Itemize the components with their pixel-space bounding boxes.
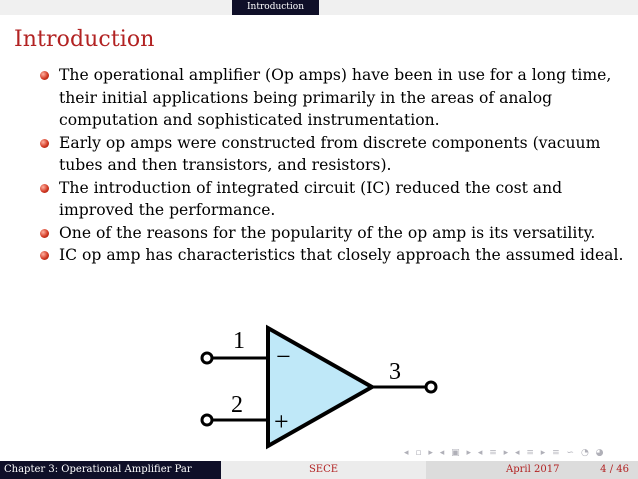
list-item	[36, 222, 626, 245]
bullet-ball-icon	[40, 251, 49, 260]
input-1-terminal	[202, 353, 212, 363]
bullet-text: The introduction of integrated circuit (IC) reduced the cost and improved the performance.	[59, 178, 563, 219]
footer-bar	[0, 461, 638, 479]
pin-3-label: 3	[389, 359, 401, 385]
bullet-text: IC op amp has characteristics that closely approach the assumed ideal.	[59, 246, 624, 264]
footer-date: April 2017	[506, 464, 560, 475]
input-2-terminal	[202, 415, 212, 425]
list-item	[36, 132, 626, 177]
bullet-text: The operational amplifier (Op amps) have been in use for a long time, their initial applications being primarily in the areas of analog computation and sophisticated instrumentation.	[59, 66, 612, 129]
op-amp-diagram	[196, 322, 446, 452]
top-navigation-bar	[0, 0, 638, 15]
footer-institute: SECE	[221, 461, 426, 479]
footer-chapter: Chapter 3: Operational Amplifier Par	[0, 461, 221, 479]
beamer-navigation-icons[interactable]: ◂ ▫ ▸ ◂ ▣ ▸ ◂ ≡ ▸ ◂ ≡ ▸ ≡ ∽ ◔ ◕	[404, 448, 606, 458]
output-terminal	[426, 382, 436, 392]
list-item	[36, 244, 626, 267]
bullet-text: Early op amps were constructed from discrete components (vacuum tubes and then transistors, and resistors).	[59, 133, 601, 174]
bullet-list	[36, 64, 626, 267]
bullet-ball-icon	[40, 71, 49, 80]
bullet-ball-icon	[40, 184, 49, 193]
inverting-sign: −	[276, 342, 291, 371]
non-inverting-sign: +	[274, 407, 289, 436]
list-item	[36, 177, 626, 222]
section-link-introduction[interactable]: Introduction	[232, 0, 319, 15]
bullet-text: One of the reasons for the popularity of the op amp is its versatility.	[59, 223, 596, 242]
list-item	[36, 64, 626, 132]
bullet-ball-icon	[40, 139, 49, 148]
bullet-ball-icon	[40, 229, 49, 238]
pin-1-label: 1	[233, 328, 245, 354]
footer-date-page	[426, 461, 638, 479]
frame-title: Introduction	[14, 27, 155, 52]
pin-2-label: 2	[231, 392, 243, 418]
footer-page-number: 4 / 46	[600, 464, 629, 475]
